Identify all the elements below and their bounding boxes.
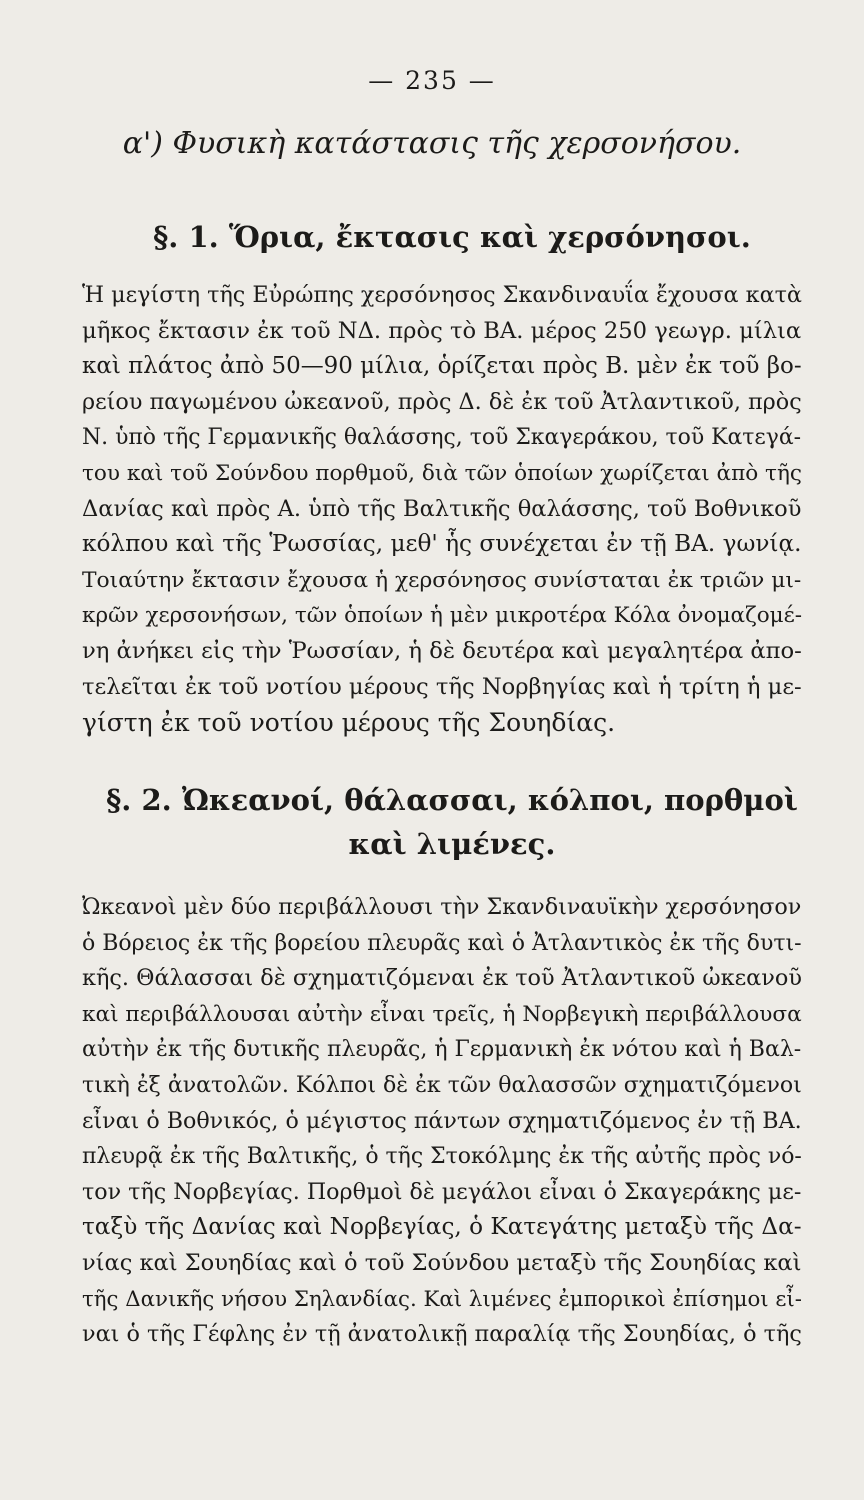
page-number: — 235 — xyxy=(368,66,496,95)
text-line: τελεῖται ἐκ τοῦ νοτίου μέρους τῆς Νορβηγίας καὶ ἡ τρίτη ἡ με- xyxy=(82,673,802,700)
section-2-heading-line: καὶ λιμένες. xyxy=(348,827,556,861)
text-line: ταξὺ τῆς Δανίας καὶ Νορβεγίας, ὁ Κατεγάτης μεταξὺ τῆς Δα- xyxy=(82,1214,802,1241)
text-line: καὶ πλάτος ἀπὸ 50—90 μίλια, ὁρίζεται πρὸς Β. μὲν ἐκ τοῦ βο- xyxy=(82,353,802,380)
text-line: κόλπου καὶ τῆς Ῥωσσίας, μεθ' ἧς συνέχεται ἐν τῇ ΒΑ. γωνίᾳ. xyxy=(82,531,802,558)
text-line: γίστη ἐκ τοῦ νοτίου μέρους τῆς Σουηδίας. xyxy=(82,708,616,738)
text-line: του καὶ τοῦ Σούνδου πορθμοῦ, διὰ τῶν ὁποίων χωρίζεται ἀπὸ τῆς xyxy=(82,460,802,486)
text-line: τῆς Δανικῆς νήσου Σηλανδίας. Καὶ λιμένες ἐμπορικοὶ ἐπίσημοι εἶ- xyxy=(82,1286,802,1312)
section-1-heading xyxy=(20,215,864,259)
text-line: εἶναι ὁ Βοθνικός, ὁ μέγιστος πάντων σχηματιζόμενος ἐν τῇ ΒΑ. xyxy=(82,1107,802,1134)
text-line: νίας καὶ Σουηδίας καὶ ὁ τοῦ Σούνδου μεταξὺ τῆς Σουηδίας καὶ xyxy=(82,1249,802,1276)
section-2-heading-line: §. 2. Ὠκεανοί, θάλασσαι, κόλποι, πορθμοὶ xyxy=(106,783,798,817)
text-line: Ὠκεανοὶ μὲν δύο περιβάλλουσι τὴν Σκανδιναυϊκὴν χερσόνησον xyxy=(82,894,802,920)
text-line: Τοιαύτην ἔκτασιν ἔχουσα ἡ χερσόνησος συνίσταται ἐκ τριῶν μι- xyxy=(82,567,802,593)
section-2-paragraph xyxy=(82,890,802,1353)
text-line: καὶ περιβάλλουσαι αὐτὴν εἶναι τρεῖς, ἡ Νορβεγικὴ περιβάλλουσα xyxy=(82,1001,802,1027)
text-line: πλευρᾷ ἐκ τῆς Βαλτικῆς, ὁ τῆς Στοκόλμης ἐκ τῆς αὐτῆς πρὸς νό- xyxy=(82,1144,802,1170)
text-line: νη ἀνήκει εἰς τὴν Ῥωσσίαν, ἡ δὲ δευτέρα καὶ μεγαλητέρα ἀπο- xyxy=(82,637,802,664)
text-line: τικὴ ἐξ ἀνατολῶν. Κόλποι δὲ ἐκ τῶν θαλασσῶν σχηματιζόμενοι xyxy=(82,1072,802,1098)
text-line: Ἡ μεγίστη τῆς Εὐρώπης χερσόνησος Σκανδιναυΐα ἔχουσα κατὰ xyxy=(82,282,802,308)
section-2-heading xyxy=(20,778,864,866)
text-line: κρῶν χερσονήσων, τῶν ὁποίων ἡ μὲν μικροτέρα Κόλα ὀνομαζομέ- xyxy=(82,603,803,629)
section-1-paragraph xyxy=(82,278,802,741)
text-line: Δανίας καὶ πρὸς Α. ὑπὸ τῆς Βαλτικῆς θαλάσσης, τοῦ Βοθνικοῦ xyxy=(82,495,802,522)
text-line: μῆκος ἔκτασιν ἐκ τοῦ ΝΔ. πρὸς τὸ ΒΑ. μέρος 250 γεωγρ. μίλια xyxy=(82,317,802,344)
text-line: ὁ Βόρειος ἐκ τῆς βορείου πλευρᾶς καὶ ὁ Ἀτλαντικὸς ἐκ τῆς δυτι- xyxy=(82,930,802,956)
text-line: ναι ὁ τῆς Γέφλης ἐν τῇ ἀνατολικῇ παραλίᾳ τῆς Σουηδίας, ὁ τῆς xyxy=(82,1321,802,1348)
chapter-title: α') Φυσικὴ κατάστασις τῆς χερσονήσου. xyxy=(122,126,742,161)
text-line: τον τῆς Νορβεγίας. Πορθμοὶ δὲ μεγάλοι εἶναι ὁ Σκαγεράκης με- xyxy=(82,1178,802,1205)
section-1-heading-line: §. 1. Ὅρια, ἔκτασις καὶ χερσόνησοι. xyxy=(153,220,751,254)
text-line: κῆς. Θάλασσαι δὲ σχηματιζόμεναι ἐκ τοῦ Ἀτλαντικοῦ ὠκεανοῦ xyxy=(82,965,802,992)
text-line: αὐτὴν ἐκ τῆς δυτικῆς πλευρᾶς, ἡ Γερμανικὴ ἐκ νότου καὶ ἡ Βαλ- xyxy=(82,1037,802,1063)
text-line: ρείου παγωμένου ὠκεανοῦ, πρὸς Δ. δὲ ἐκ τοῦ Ἀτλαντικοῦ, πρὸς xyxy=(82,388,802,415)
text-line: Ν. ὑπὸ τῆς Γερμανικῆς θαλάσσης, τοῦ Σκαγεράκου, τοῦ Κατεγά- xyxy=(82,425,802,451)
